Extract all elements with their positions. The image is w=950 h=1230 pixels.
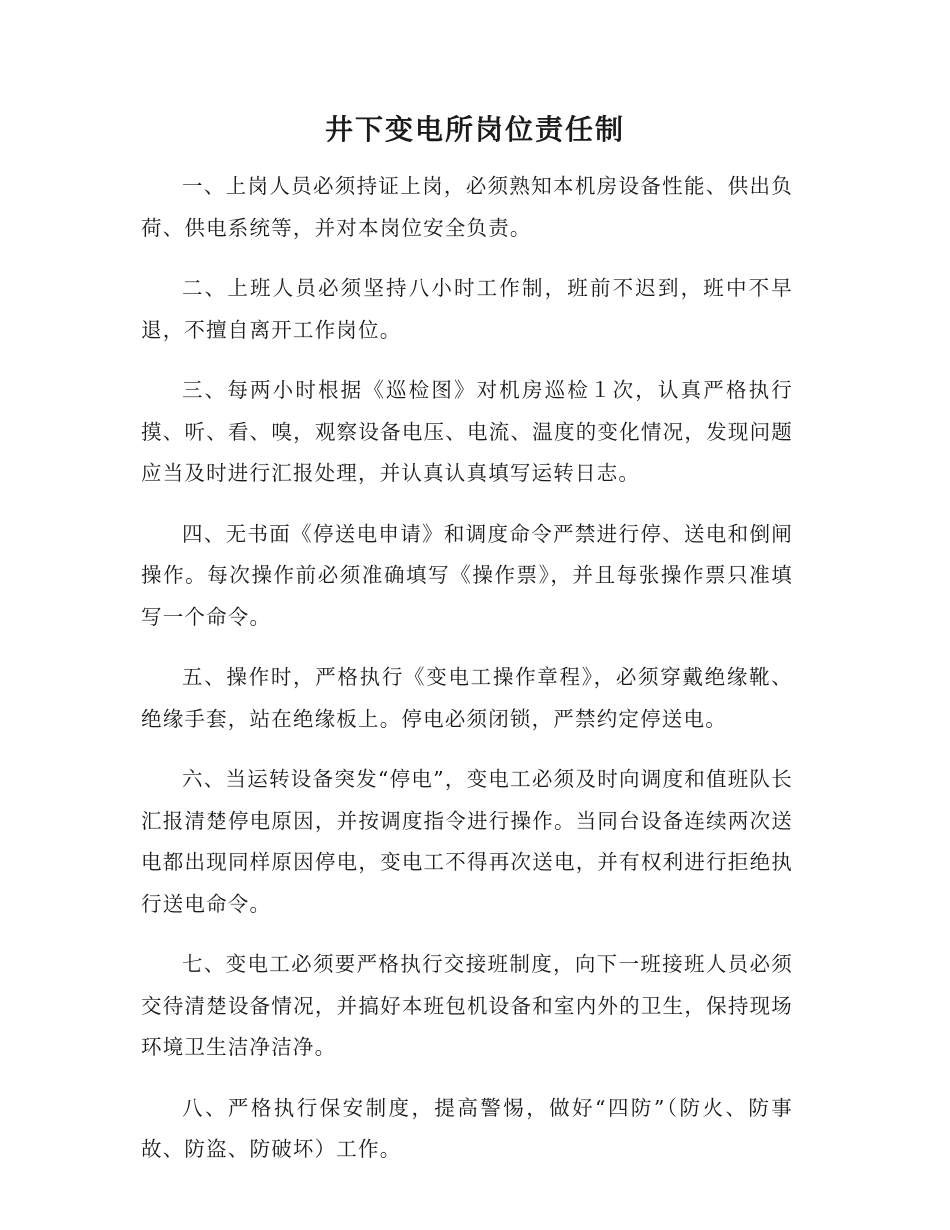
document-title: 井下变电所岗位责任制 — [324, 113, 625, 146]
clause-4: 四、无书面《停送电申请》和调度命令严禁进行停、送电和倒闸操作。每次操作前必须准确填写《操作票》，并且每张操作票只准填写一个命令。 — [141, 521, 793, 629]
clause-5: 五、操作时，严格执行《变电工操作章程》，必须穿戴绝缘靴、绝缘手套，站在绝缘板上。停电必须闭锁，严禁约定停送电。 — [141, 665, 793, 731]
clause-1: 一、上岗人员必须持证上岗，必须熟知本机房设备性能、供出负荷、供电系统等，并对本岗位安全负责。 — [141, 174, 793, 240]
clause-3: 三、每两小时根据《巡检图》对机房巡检１次，认真严格执行摸、听、看、嗅，观察设备电压、电流、温度的变化情况，发现问题应当及时进行汇报处理，并认真认真填写运转日志。 — [141, 378, 793, 485]
clause-2: 二、上班人员必须坚持八小时工作制，班前不迟到，班中不早退，不擅自离开工作岗位。 — [141, 276, 793, 342]
clause-6: 六、当运转设备突发“停电”，变电工必须及时向调度和值班队长汇报清楚停电原因，并按调度指令进行操作。当同台设备连续两次送电都出现同样原因停电，变电工不得再次送电，并有权利进行拒绝执行送电命令。 — [141, 767, 793, 916]
clause-7: 七、变电工必须要严格执行交接班制度，向下一班接班人员必须交待清楚设备情况，并搞好本班包机设备和室内外的卫生，保持现场环境卫生洁净洁净。 — [141, 952, 793, 1059]
document-body — [141, 166, 793, 1190]
clause-8: 八、严格执行保安制度，提高警惕，做好“四防”（防火、防事故、防盗、防破坏）工作。 — [141, 1095, 793, 1161]
